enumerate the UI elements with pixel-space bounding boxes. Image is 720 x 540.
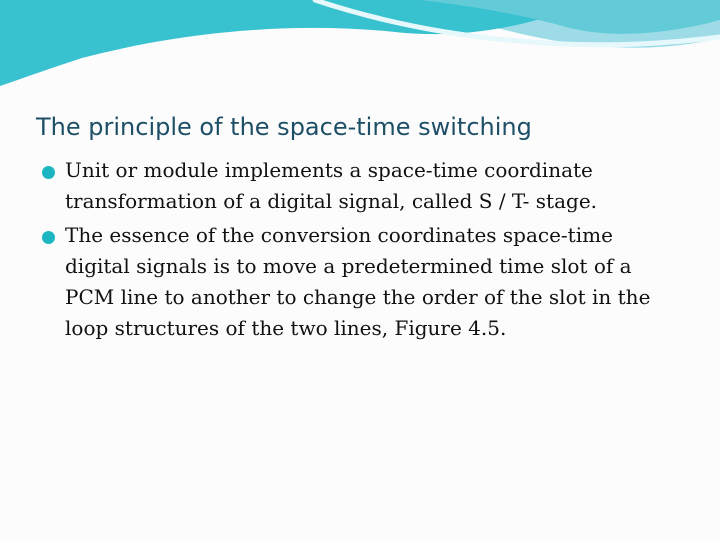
bullet-list [42,155,682,347]
bullet-text-conversion: The essence of the conversion coordinates space-time digital signals is to move a predetermined time slot of a PCM line to another to change the order of the slot in the loop structures of the two lines, Figure 4.5. [65,223,651,340]
bullet-item-stage [42,155,682,217]
header-wave-white-line [315,0,720,45]
header-wave-main-band [0,0,600,86]
bullet-item-conversion [42,220,682,344]
bullet-text-stage: Unit or module implements a space-time coordinate transformation of a digital signal, called S / T- stage. [65,158,598,213]
header-wave-light-band [0,0,720,48]
slide-title: The principle of the space-time switching [36,113,532,141]
bullet-icon [42,231,55,244]
header-wave-decoration [0,0,720,110]
bullet-icon [42,166,55,179]
header-wave-right-accent [420,0,720,34]
